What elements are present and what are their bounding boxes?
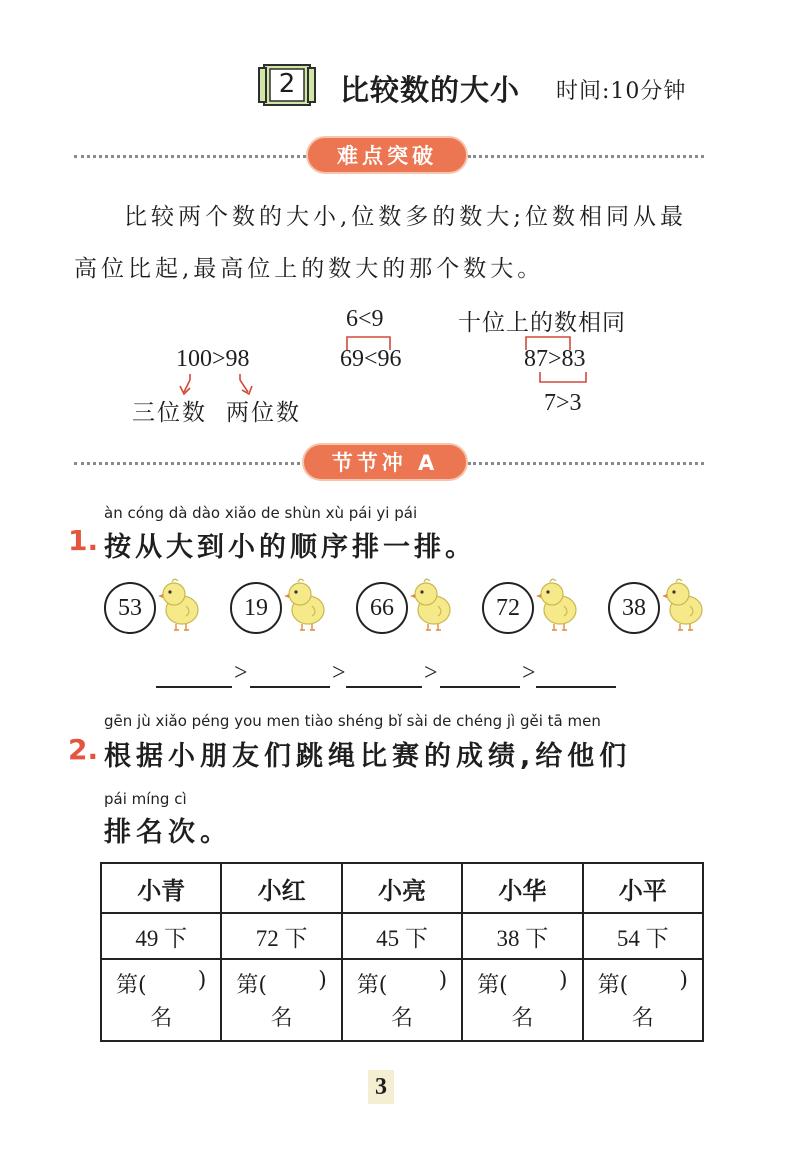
number-circle: 53 bbox=[104, 582, 156, 634]
number-circle: 72 bbox=[482, 582, 534, 634]
greater-than-sign: > bbox=[522, 660, 536, 686]
dotted-divider bbox=[74, 155, 306, 158]
answer-blank[interactable] bbox=[156, 686, 232, 688]
ranking-table bbox=[100, 862, 704, 1042]
rank-prefix: 第( bbox=[116, 973, 147, 998]
rank-suffix: 名 bbox=[511, 1006, 534, 1031]
section-badge-practice: 节节冲 A bbox=[302, 443, 468, 481]
page-number: 3 bbox=[368, 1070, 394, 1104]
chick-icon bbox=[156, 574, 202, 634]
rank-cell[interactable] bbox=[583, 959, 703, 1041]
rank-cell[interactable] bbox=[342, 959, 462, 1041]
explanation-line-2: 高位比起,最高位上的数大的那个数大。 bbox=[74, 256, 545, 282]
name-cell: 小华 bbox=[462, 863, 582, 913]
name-cell: 小红 bbox=[221, 863, 341, 913]
rank-paren: ) bbox=[438, 968, 448, 993]
q2-text-line-2: 排名次。 bbox=[104, 817, 232, 848]
score-cell: 38 下 bbox=[462, 913, 582, 959]
q1-pinyin: àn cóng dà dào xiǎo de shùn xù pái yi pái bbox=[104, 504, 418, 522]
chick-icon bbox=[534, 574, 580, 634]
rank-cell[interactable] bbox=[221, 959, 341, 1041]
answer-blank[interactable] bbox=[536, 686, 616, 688]
greater-than-sign: > bbox=[424, 660, 438, 686]
rank-suffix: 名 bbox=[270, 1006, 293, 1031]
lesson-time: 时间:10分钟 bbox=[556, 79, 687, 104]
example-3-expression: 87>83 bbox=[524, 346, 586, 372]
rank-paren: ) bbox=[558, 968, 568, 993]
rank-suffix: 名 bbox=[390, 1006, 413, 1031]
q2-text-line-1: 根据小朋友们跳绳比赛的成绩,给他们 bbox=[104, 741, 632, 772]
score-cell: 45 下 bbox=[342, 913, 462, 959]
answer-blank[interactable] bbox=[346, 686, 422, 688]
score-cell: 72 下 bbox=[221, 913, 341, 959]
rank-paren: ) bbox=[197, 968, 207, 993]
example-3-note: 十位上的数相同 bbox=[458, 310, 626, 336]
chick-icon bbox=[282, 574, 328, 634]
greater-than-sign: > bbox=[332, 660, 346, 686]
example-3-sub: 7>3 bbox=[544, 390, 582, 416]
rank-paren: ) bbox=[318, 968, 327, 993]
chick-icon bbox=[408, 574, 454, 634]
q2-pinyin-line-1: gēn jù xiǎo péng you men tiào shéng bǐ sài de chéng jì gěi tā men bbox=[104, 712, 601, 730]
table-row-scores bbox=[101, 913, 703, 959]
dotted-divider bbox=[468, 155, 704, 158]
greater-than-sign: > bbox=[234, 660, 248, 686]
example-2-expression: 69<96 bbox=[340, 346, 402, 372]
rank-suffix: 名 bbox=[631, 1006, 654, 1031]
lesson-badge bbox=[258, 62, 316, 108]
answer-blank[interactable] bbox=[250, 686, 330, 688]
rank-cell[interactable] bbox=[462, 959, 582, 1041]
dotted-divider bbox=[468, 462, 704, 465]
name-cell: 小亮 bbox=[342, 863, 462, 913]
score-cell: 49 下 bbox=[101, 913, 221, 959]
example-1-label-right: 两位数 bbox=[226, 400, 301, 426]
example-3-bottom-bracket bbox=[518, 370, 598, 386]
chick-icon bbox=[660, 574, 706, 634]
q2-pinyin-line-2: pái míng cì bbox=[104, 790, 187, 808]
explanation-line-1: 比较两个数的大小,位数多的数大;位数相同从最 bbox=[124, 204, 688, 230]
table-row-names bbox=[101, 863, 703, 913]
q1-number: 1. bbox=[68, 524, 99, 557]
q2-number: 2. bbox=[68, 733, 99, 766]
lesson-number: 2 bbox=[278, 69, 296, 99]
rank-prefix: 第( bbox=[236, 973, 267, 998]
answer-blank[interactable] bbox=[440, 686, 520, 688]
q1-text: 按从大到小的顺序排一排。 bbox=[104, 532, 476, 563]
example-1-label-left: 三位数 bbox=[132, 400, 207, 426]
score-cell: 54 下 bbox=[583, 913, 703, 959]
rank-prefix: 第( bbox=[597, 973, 629, 998]
number-circle: 66 bbox=[356, 582, 408, 634]
table-row-ranks bbox=[101, 959, 703, 1041]
example-2-note: 6<9 bbox=[346, 306, 384, 332]
rank-paren: ) bbox=[679, 968, 688, 993]
rank-prefix: 第( bbox=[477, 973, 508, 998]
rank-prefix: 第( bbox=[356, 973, 388, 998]
name-cell: 小平 bbox=[583, 863, 703, 913]
name-cell: 小青 bbox=[101, 863, 221, 913]
number-circle: 38 bbox=[608, 582, 660, 634]
dotted-divider bbox=[74, 462, 306, 465]
example-1-expression: 100>98 bbox=[176, 346, 250, 372]
rank-cell[interactable] bbox=[101, 959, 221, 1041]
rank-suffix: 名 bbox=[150, 1006, 173, 1031]
section-badge-difficulty: 难点突破 bbox=[306, 136, 468, 174]
number-circle: 19 bbox=[230, 582, 282, 634]
lesson-title: 比较数的大小 bbox=[340, 73, 521, 107]
